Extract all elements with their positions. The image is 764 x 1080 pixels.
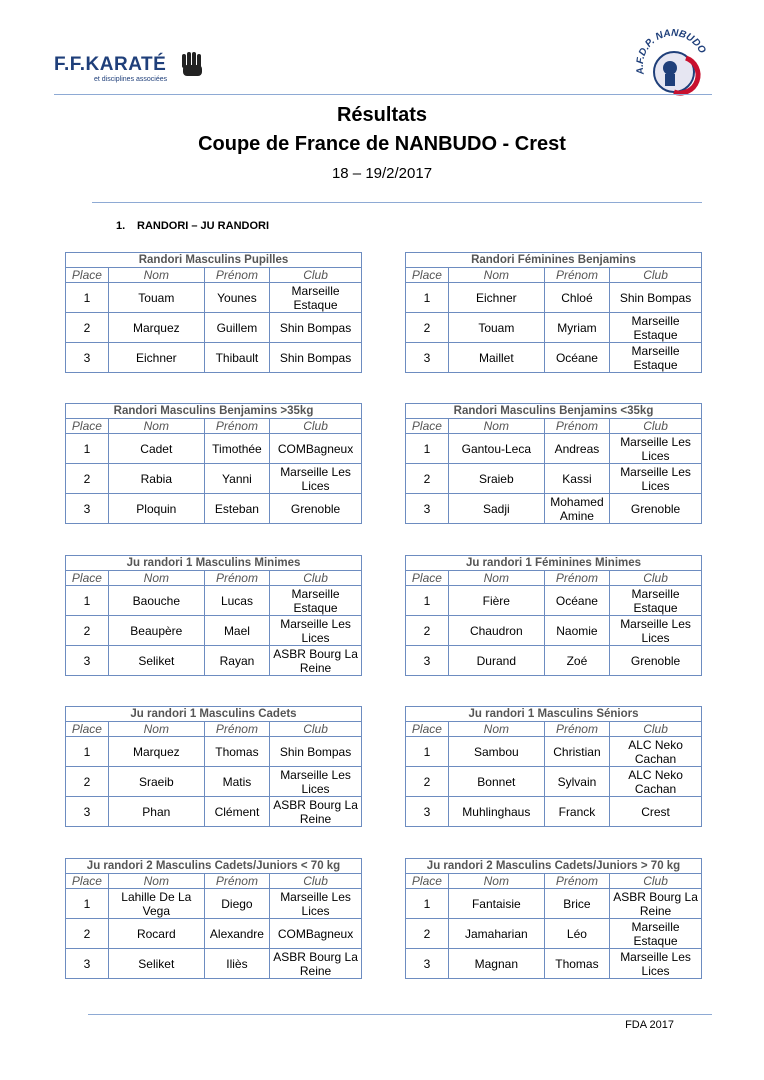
cell-club: Marseille Estaque <box>270 586 362 616</box>
table-row <box>66 586 362 616</box>
cell-prenom: Sylvain <box>544 767 609 797</box>
column-header-place: Place <box>66 571 109 586</box>
column-header-club: Club <box>610 268 702 283</box>
table-title: Ju randori 2 Masculins Cadets/Juniors < 70 kg <box>66 859 362 874</box>
cell-prenom: Andreas <box>544 434 609 464</box>
cell-prenom: Diego <box>204 889 269 919</box>
cell-prenom: Mael <box>204 616 269 646</box>
header-rule <box>54 94 712 95</box>
column-header-prenom: Prénom <box>544 722 609 737</box>
cell-nom: Sraeib <box>108 767 204 797</box>
cell-nom: Seliket <box>108 949 204 979</box>
cell-place: 2 <box>66 313 109 343</box>
title-rule <box>92 202 702 203</box>
table-row <box>406 797 702 827</box>
cell-place: 1 <box>66 434 109 464</box>
column-header-club: Club <box>610 571 702 586</box>
table-row <box>66 616 362 646</box>
column-header-nom: Nom <box>448 571 544 586</box>
column-header-place: Place <box>406 268 449 283</box>
cell-club: Shin Bompas <box>270 737 362 767</box>
table-header-row <box>66 874 362 889</box>
cell-prenom: Brice <box>544 889 609 919</box>
cell-place: 3 <box>406 949 449 979</box>
cell-club: Shin Bompas <box>270 343 362 373</box>
table-row <box>406 434 702 464</box>
cell-club: Marseille Estaque <box>610 313 702 343</box>
ffkarate-logo-text: F.F.KARATÉ <box>54 54 167 75</box>
cell-place: 1 <box>406 737 449 767</box>
column-header-club: Club <box>610 722 702 737</box>
table-row <box>66 767 362 797</box>
column-header-nom: Nom <box>108 571 204 586</box>
cell-club: ALC Neko Cachan <box>610 737 702 767</box>
table-row <box>406 616 702 646</box>
column-header-prenom: Prénom <box>204 571 269 586</box>
cell-place: 1 <box>406 889 449 919</box>
section-title: RANDORI – JU RANDORI <box>137 220 270 232</box>
column-header-nom: Nom <box>108 874 204 889</box>
table-title: Ju randori 2 Masculins Cadets/Juniors > 70 kg <box>406 859 702 874</box>
cell-club: Grenoble <box>270 494 362 524</box>
cell-club: COMBagneux <box>270 434 362 464</box>
cell-place: 1 <box>66 737 109 767</box>
table-row <box>406 313 702 343</box>
cell-nom: Cadet <box>108 434 204 464</box>
afdp-logo-text: A.F.D.P. NANBUDO <box>634 28 708 76</box>
column-header-nom: Nom <box>448 419 544 434</box>
table-header-row <box>406 874 702 889</box>
table-row <box>66 464 362 494</box>
cell-prenom: Océane <box>544 586 609 616</box>
cell-place: 2 <box>66 616 109 646</box>
table-row <box>66 949 362 979</box>
cell-nom: Sraieb <box>448 464 544 494</box>
cell-prenom: Yanni <box>204 464 269 494</box>
column-header-prenom: Prénom <box>204 874 269 889</box>
cell-club: Marseille Estaque <box>610 919 702 949</box>
footer-rule <box>88 1014 712 1015</box>
cell-place: 2 <box>406 464 449 494</box>
table-row <box>66 313 362 343</box>
page-title: Résultats <box>336 104 428 126</box>
cell-nom: Fantaisie <box>448 889 544 919</box>
table-row <box>406 919 702 949</box>
cell-prenom: Christian <box>544 737 609 767</box>
column-header-club: Club <box>610 419 702 434</box>
cell-nom: Durand <box>448 646 544 676</box>
column-header-nom: Nom <box>108 722 204 737</box>
cell-nom: Bonnet <box>448 767 544 797</box>
column-header-prenom: Prénom <box>544 874 609 889</box>
cell-nom: Ploquin <box>108 494 204 524</box>
table-row <box>406 343 702 373</box>
cell-prenom: Mohamed Amine <box>544 494 609 524</box>
table-header-row <box>406 419 702 434</box>
column-header-place: Place <box>66 419 109 434</box>
column-header-club: Club <box>610 874 702 889</box>
column-header-prenom: Prénom <box>544 419 609 434</box>
cell-prenom: Océane <box>544 343 609 373</box>
cell-place: 3 <box>66 949 109 979</box>
cell-prenom: Guillem <box>204 313 269 343</box>
table-title: Ju randori 1 Masculins Séniors <box>406 707 702 722</box>
table-row <box>66 737 362 767</box>
cell-club: Grenoble <box>610 494 702 524</box>
table-header-row <box>406 268 702 283</box>
cell-prenom: Matis <box>204 767 269 797</box>
table-row <box>406 767 702 797</box>
cell-place: 1 <box>66 889 109 919</box>
cell-place: 3 <box>66 343 109 373</box>
cell-nom: Phan <box>108 797 204 827</box>
cell-place: 1 <box>406 283 449 313</box>
cell-nom: Seliket <box>108 646 204 676</box>
cell-prenom: Thomas <box>204 737 269 767</box>
cell-nom: Rabia <box>108 464 204 494</box>
cell-place: 2 <box>66 919 109 949</box>
cell-club: ALC Neko Cachan <box>610 767 702 797</box>
column-header-nom: Nom <box>448 874 544 889</box>
results-table <box>65 858 362 979</box>
table-header-row <box>66 268 362 283</box>
cell-club: ASBR Bourg La Reine <box>270 949 362 979</box>
column-header-place: Place <box>406 874 449 889</box>
footer-text: FDA 2017 <box>625 1019 674 1031</box>
column-header-place: Place <box>66 874 109 889</box>
cell-club: Crest <box>610 797 702 827</box>
cell-nom: Touam <box>448 313 544 343</box>
cell-prenom: Naomie <box>544 616 609 646</box>
cell-place: 3 <box>66 494 109 524</box>
cell-place: 1 <box>66 586 109 616</box>
cell-club: Shin Bompas <box>610 283 702 313</box>
results-table <box>405 252 702 373</box>
table-title: Randori Féminines Benjamins <box>406 253 702 268</box>
results-table <box>405 555 702 676</box>
cell-place: 2 <box>66 464 109 494</box>
table-row <box>406 586 702 616</box>
cell-nom: Eichner <box>448 283 544 313</box>
table-row <box>406 646 702 676</box>
cell-club: Grenoble <box>610 646 702 676</box>
cell-place: 3 <box>66 797 109 827</box>
column-header-club: Club <box>270 571 362 586</box>
table-row <box>66 343 362 373</box>
cell-prenom: Timothée <box>204 434 269 464</box>
cell-nom: Touam <box>108 283 204 313</box>
table-title: Randori Masculins Benjamins >35kg <box>66 404 362 419</box>
cell-club: Marseille Les Lices <box>270 616 362 646</box>
section-heading <box>116 220 269 232</box>
ffkarate-logo <box>54 48 204 98</box>
cell-nom: Chaudron <box>448 616 544 646</box>
cell-nom: Beaupère <box>108 616 204 646</box>
results-table <box>65 555 362 676</box>
cell-prenom: Clément <box>204 797 269 827</box>
cell-prenom: Thibault <box>204 343 269 373</box>
cell-nom: Fière <box>448 586 544 616</box>
cell-nom: Baouche <box>108 586 204 616</box>
column-header-place: Place <box>66 722 109 737</box>
table-title: Randori Masculins Pupilles <box>66 253 362 268</box>
results-table <box>405 706 702 827</box>
cell-club: Marseille Les Lices <box>610 434 702 464</box>
table-row <box>66 889 362 919</box>
cell-club: ASBR Bourg La Reine <box>270 646 362 676</box>
page-subtitle: Coupe de France de NANBUDO - Crest <box>198 133 566 155</box>
column-header-prenom: Prénom <box>204 268 269 283</box>
table-header-row <box>406 722 702 737</box>
cell-prenom: Chloé <box>544 283 609 313</box>
column-header-nom: Nom <box>108 268 204 283</box>
cell-place: 2 <box>406 616 449 646</box>
cell-place: 3 <box>406 494 449 524</box>
cell-nom: Eichner <box>108 343 204 373</box>
cell-club: Marseille Estaque <box>610 586 702 616</box>
column-header-prenom: Prénom <box>544 268 609 283</box>
cell-place: 1 <box>66 283 109 313</box>
cell-nom: Marquez <box>108 737 204 767</box>
column-header-nom: Nom <box>448 722 544 737</box>
afdp-nanbudo-logo <box>634 28 712 100</box>
cell-nom: Maillet <box>448 343 544 373</box>
cell-club: Marseille Les Lices <box>610 949 702 979</box>
table-row <box>66 646 362 676</box>
column-header-prenom: Prénom <box>204 419 269 434</box>
cell-club: Marseille Les Lices <box>270 889 362 919</box>
cell-club: Marseille Estaque <box>270 283 362 313</box>
table-row <box>406 494 702 524</box>
hand-icon <box>180 50 206 80</box>
cell-place: 2 <box>406 919 449 949</box>
results-table <box>65 706 362 827</box>
cell-club: Marseille Les Lices <box>610 464 702 494</box>
table-title: Ju randori 1 Féminines Minimes <box>406 556 702 571</box>
table-row <box>66 283 362 313</box>
cell-nom: Jamaharian <box>448 919 544 949</box>
cell-place: 3 <box>406 646 449 676</box>
column-header-club: Club <box>270 874 362 889</box>
cell-club: Marseille Les Lices <box>270 464 362 494</box>
table-row <box>66 494 362 524</box>
column-header-club: Club <box>270 419 362 434</box>
cell-club: ASBR Bourg La Reine <box>270 797 362 827</box>
table-title: Ju randori 1 Masculins Cadets <box>66 707 362 722</box>
results-table <box>65 252 362 373</box>
table-row <box>66 434 362 464</box>
table-header-row <box>406 571 702 586</box>
table-row <box>406 464 702 494</box>
column-header-place: Place <box>66 268 109 283</box>
column-header-nom: Nom <box>108 419 204 434</box>
cell-prenom: Esteban <box>204 494 269 524</box>
column-header-place: Place <box>406 419 449 434</box>
table-title: Ju randori 1 Masculins Minimes <box>66 556 362 571</box>
cell-place: 1 <box>406 434 449 464</box>
page-date: 18 – 19/2/2017 <box>331 165 433 182</box>
table-row <box>406 949 702 979</box>
cell-place: 3 <box>406 343 449 373</box>
column-header-prenom: Prénom <box>204 722 269 737</box>
table-row <box>406 283 702 313</box>
cell-nom: Marquez <box>108 313 204 343</box>
cell-prenom: Younes <box>204 283 269 313</box>
cell-place: 2 <box>406 313 449 343</box>
column-header-club: Club <box>270 722 362 737</box>
cell-nom: Muhlinghaus <box>448 797 544 827</box>
results-table <box>405 403 702 524</box>
cell-nom: Magnan <box>448 949 544 979</box>
table-header-row <box>66 571 362 586</box>
cell-prenom: Alexandre <box>204 919 269 949</box>
column-header-prenom: Prénom <box>544 571 609 586</box>
results-table <box>65 403 362 524</box>
table-row <box>66 797 362 827</box>
cell-place: 3 <box>406 797 449 827</box>
cell-prenom: Kassi <box>544 464 609 494</box>
cell-prenom: Zoé <box>544 646 609 676</box>
cell-place: 1 <box>406 586 449 616</box>
results-table <box>405 858 702 979</box>
cell-club: Marseille Estaque <box>610 343 702 373</box>
section-number: 1. <box>116 220 126 232</box>
cell-prenom: Lucas <box>204 586 269 616</box>
cell-prenom: Myriam <box>544 313 609 343</box>
cell-prenom: Thomas <box>544 949 609 979</box>
column-header-place: Place <box>406 571 449 586</box>
cell-nom: Lahille De La Vega <box>108 889 204 919</box>
cell-prenom: Léo <box>544 919 609 949</box>
cell-place: 2 <box>66 767 109 797</box>
cell-club: ASBR Bourg La Reine <box>610 889 702 919</box>
cell-nom: Rocard <box>108 919 204 949</box>
table-header-row <box>66 722 362 737</box>
table-row <box>66 919 362 949</box>
table-title: Randori Masculins Benjamins <35kg <box>406 404 702 419</box>
column-header-nom: Nom <box>448 268 544 283</box>
table-header-row <box>66 419 362 434</box>
column-header-club: Club <box>270 268 362 283</box>
cell-nom: Gantou-Leca <box>448 434 544 464</box>
cell-nom: Sadji <box>448 494 544 524</box>
cell-club: COMBagneux <box>270 919 362 949</box>
cell-prenom: Iliès <box>204 949 269 979</box>
cell-club: Marseille Les Lices <box>270 767 362 797</box>
cell-nom: Sambou <box>448 737 544 767</box>
cell-place: 3 <box>66 646 109 676</box>
cell-place: 2 <box>406 767 449 797</box>
column-header-place: Place <box>406 722 449 737</box>
cell-club: Marseille Les Lices <box>610 616 702 646</box>
cell-prenom: Franck <box>544 797 609 827</box>
ffkarate-logo-subtitle: et disciplines associées <box>94 76 168 83</box>
cell-prenom: Rayan <box>204 646 269 676</box>
table-row <box>406 889 702 919</box>
cell-club: Shin Bompas <box>270 313 362 343</box>
table-row <box>406 737 702 767</box>
